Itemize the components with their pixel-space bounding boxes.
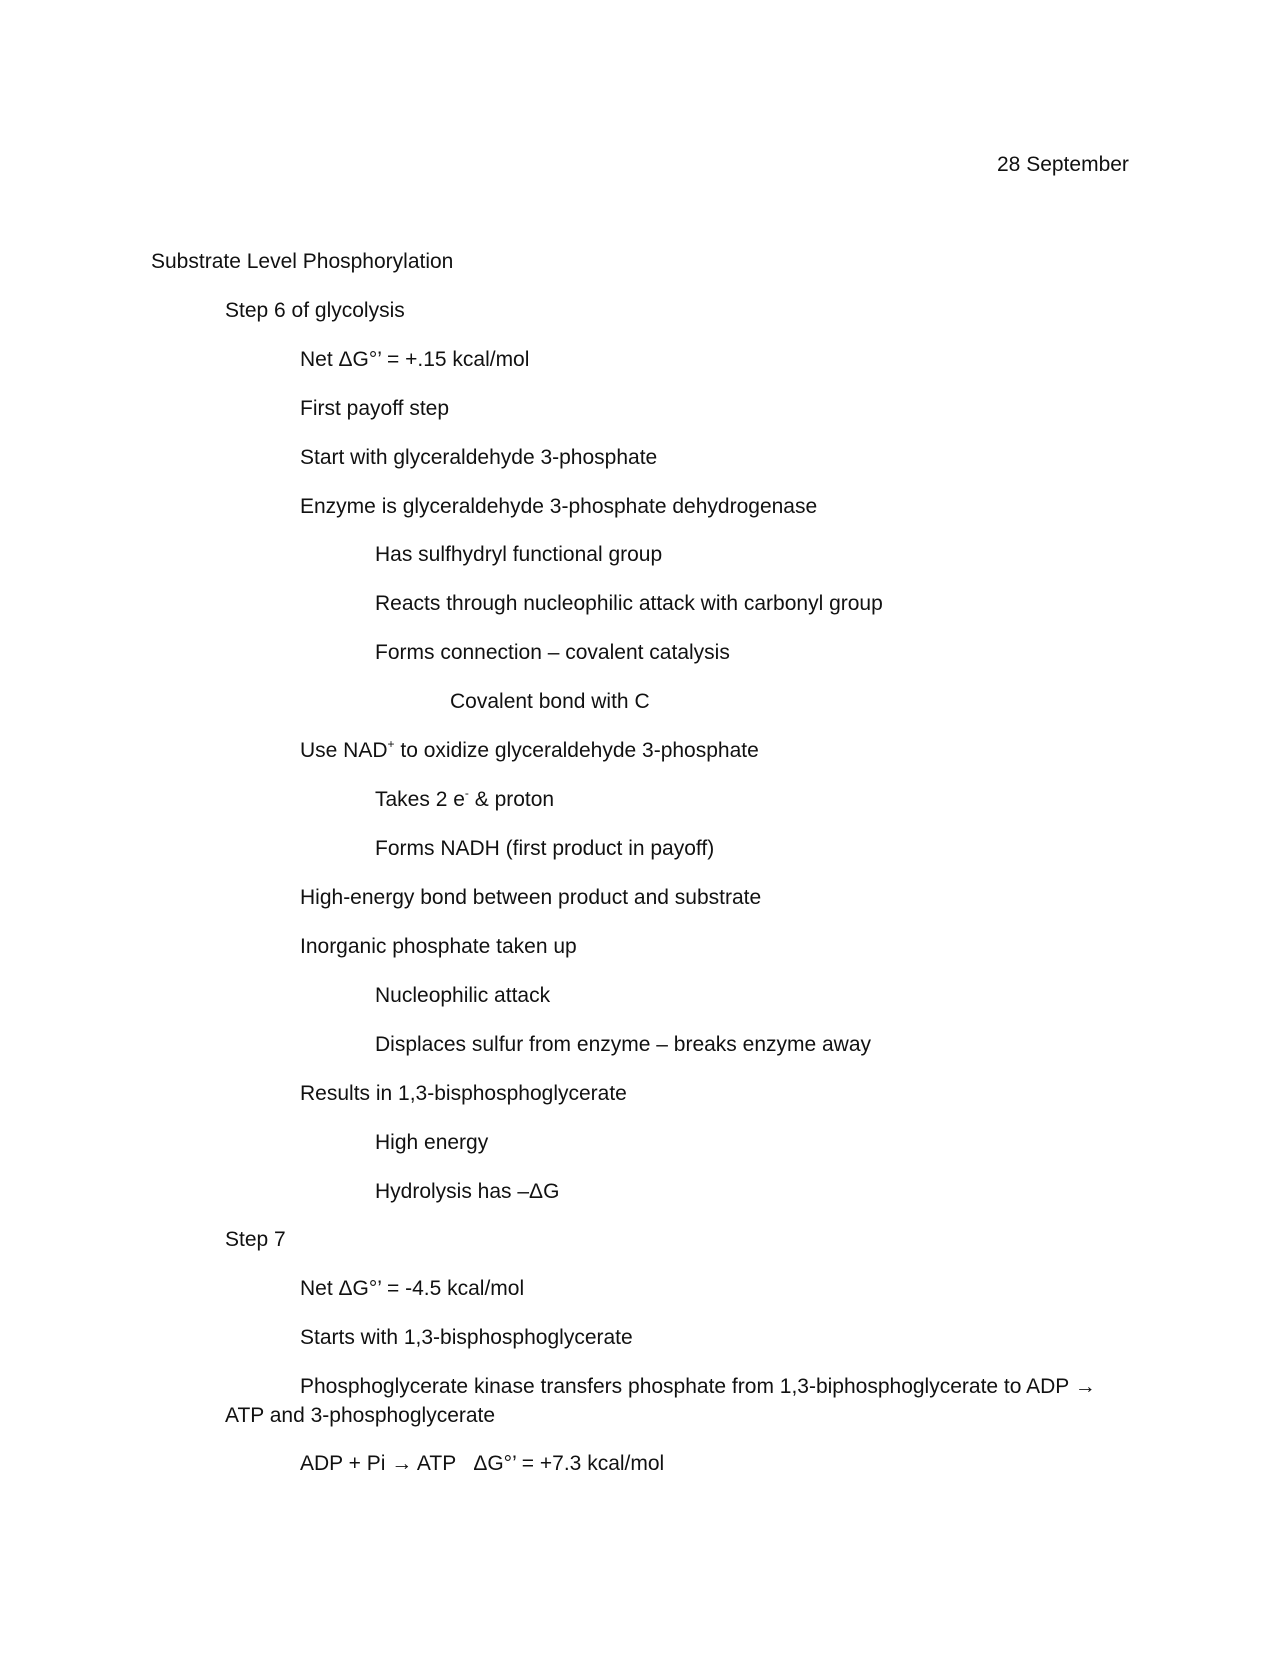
step6-forms-connection: Forms connection – covalent catalysis [375, 641, 730, 664]
step6-nucleophilic: Nucleophilic attack [375, 984, 551, 1007]
step6-forms-nadh: Forms NADH (first product in payoff) [375, 837, 715, 860]
step6-net-dg: Net ΔG°’ = +.15 kcal/mol [300, 348, 530, 371]
section-heading: Substrate Level Phosphorylation [151, 250, 454, 273]
step7-title: Step 7 [225, 1228, 286, 1251]
step6-inorganic: Inorganic phosphate taken up [300, 935, 577, 958]
use-nad-rest: to oxidize glyceraldehyde 3-phosphate [394, 739, 759, 762]
step7-starts-with: Starts with 1,3-bisphosphoglycerate [300, 1326, 633, 1349]
electron-minus-superscript: - [464, 786, 469, 800]
step6-enzyme: Enzyme is glyceraldehyde 3-phosphate dehydrogenase [300, 495, 818, 518]
step6-sulfhydryl: Has sulfhydryl functional group [375, 543, 663, 566]
step6-start-with: Start with glyceraldehyde 3-phosphate [300, 446, 658, 469]
step6-use-nad [300, 737, 759, 765]
step7-kinase: Phosphoglycerate kinase transfers phosphate from 1,3-biphosphoglycerate to ADP → ATP and 3-phosphoglycerate [225, 1375, 1096, 1427]
step6-high-energy: High energy [375, 1131, 489, 1154]
step6-takes [375, 786, 554, 814]
step6-hydrolysis: Hydrolysis has –ΔG [375, 1180, 560, 1203]
date-header: 28 September [997, 153, 1129, 176]
nad-plus-superscript: + [387, 737, 395, 751]
step6-high-energy-bond: High-energy bond between product and substrate [300, 886, 762, 909]
step6-displaces: Displaces sulfur from enzyme – breaks enzyme away [375, 1033, 872, 1056]
step6-covalent-bond: Covalent bond with C [450, 690, 650, 713]
step6-title: Step 6 of glycolysis [225, 299, 405, 322]
takes-text: Takes 2 e [375, 788, 465, 811]
step7-net-dg: Net ΔG°’ = -4.5 kcal/mol [300, 1277, 525, 1300]
step6-results: Results in 1,3-bisphosphoglycerate [300, 1082, 627, 1105]
takes-rest: & proton [468, 788, 555, 811]
step7-adp: ADP + Pi → ATP ΔG°’ = +7.3 kcal/mol [300, 1452, 665, 1475]
step6-first-payoff: First payoff step [300, 397, 450, 420]
step6-reacts: Reacts through nucleophilic attack with carbonyl group [375, 592, 883, 615]
use-nad-text: Use NAD [300, 739, 388, 762]
